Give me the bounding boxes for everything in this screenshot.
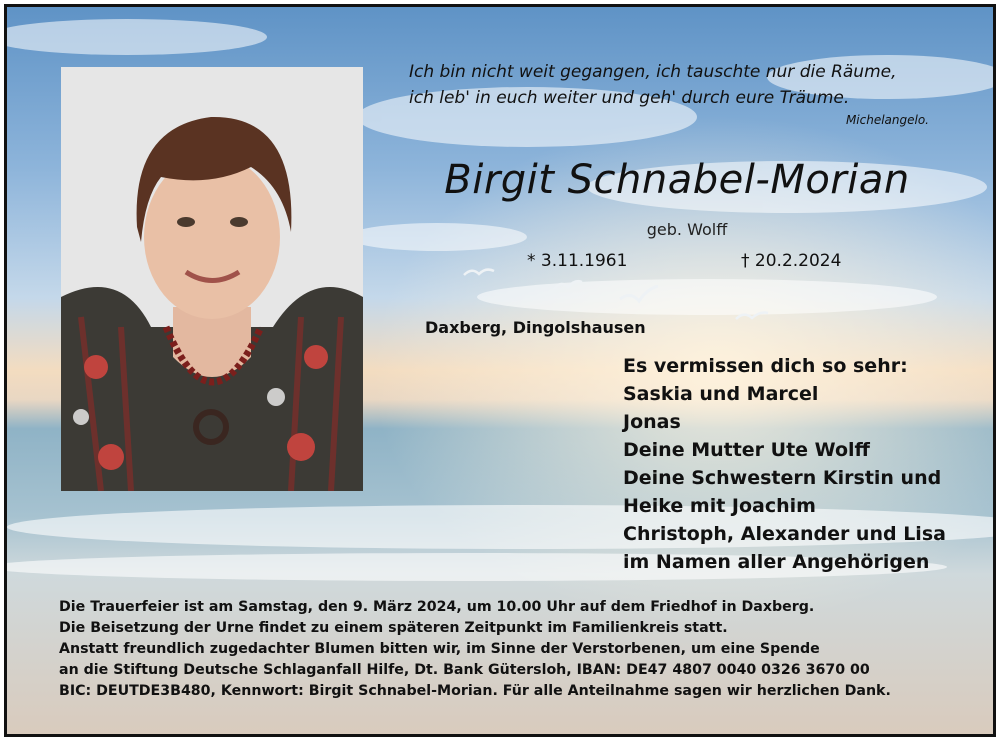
- seagull-icon: [463, 265, 495, 279]
- mourner-item: Jonas: [623, 411, 681, 433]
- notice-line: Die Trauerfeier ist am Samstag, den 9. März 2024, um 10.00 Uhr auf dem Friedhof in Daxberg.: [59, 599, 815, 615]
- quote-line-1: Ich bin nicht weit gegangen, ich tauschte nur die Räume,: [409, 62, 897, 82]
- death-date: † 20.2.2024: [741, 251, 842, 271]
- memorial-quote: [409, 59, 949, 129]
- obituary-card: [4, 4, 996, 737]
- mourner-item: Saskia und Marcel: [623, 383, 819, 405]
- mourner-item: Deine Mutter Ute Wolff: [623, 439, 870, 461]
- mourner-item: Deine Schwestern Kirstin und: [623, 467, 942, 489]
- quote-author: Michelangelo.: [845, 113, 929, 127]
- quote-line-2: ich leb' in euch weiter und geh' durch eure Träume.: [409, 88, 850, 108]
- mourner-item: Christoph, Alexander und Lisa: [623, 523, 946, 545]
- place-of-residence: Daxberg, Dingolshausen: [425, 318, 646, 337]
- notice-line: an die Stiftung Deutsche Schlaganfall Hilfe, Dt. Bank Gütersloh, IBAN: DE47 4807 0040 0326 3670 00: [59, 662, 870, 678]
- seagull-icon: [735, 309, 769, 323]
- notice-line: Anstatt freundlich zugedachter Blumen bitten wir, im Sinne der Verstorbenen, um eine Spende: [59, 641, 820, 657]
- funeral-notice: [59, 597, 989, 702]
- mourners-heading: Es vermissen dich so sehr:: [623, 355, 908, 377]
- portrait-photo: [61, 67, 363, 491]
- notice-line: Die Beisetzung der Urne findet zu einem späteren Zeitpunkt im Familienkreis statt.: [59, 620, 728, 636]
- maiden-name: geb. Wolff: [646, 220, 728, 239]
- mourner-item: im Namen aller Angehörigen: [623, 551, 930, 573]
- notice-line: BIC: DEUTDE3B480, Kennwort: Birgit Schnabel-Morian. Für alle Anteilnahme sagen wir herzlichen Dank.: [59, 683, 891, 699]
- deceased-name: Birgit Schnabel-Morian: [444, 157, 910, 203]
- birth-date: * 3.11.1961: [527, 251, 628, 271]
- mourners-list: [623, 352, 983, 576]
- mourner-item: Heike mit Joachim: [623, 495, 816, 517]
- seagull-icon: [553, 277, 583, 293]
- seagull-icon: [619, 285, 659, 307]
